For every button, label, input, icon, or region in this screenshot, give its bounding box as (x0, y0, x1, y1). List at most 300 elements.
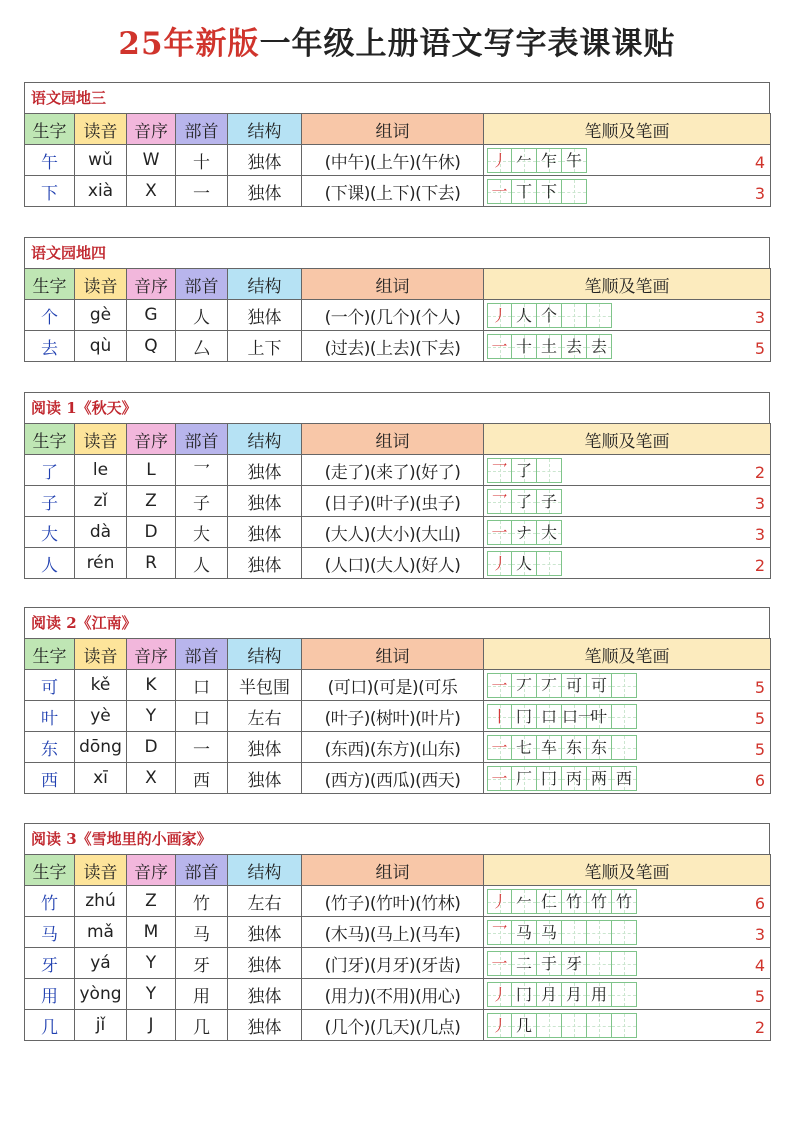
stroke-step: 竹 (615, 892, 632, 911)
words-cell: (用力)(不用)(用心) (302, 979, 484, 1010)
stroke-step: 乛 (491, 461, 508, 480)
header-char: 生字 (25, 855, 75, 886)
stroke-box (562, 766, 587, 791)
character-table (24, 854, 771, 1041)
words-cell: (门牙)(月牙)(牙齿) (302, 948, 484, 979)
stroke-count: 3 (754, 525, 765, 544)
stroke-box (487, 148, 512, 173)
stroke-step: 丿 (491, 151, 508, 170)
stroke-box (512, 1013, 537, 1038)
stroke-box (487, 766, 512, 791)
stroke-grid (487, 334, 612, 359)
stroke-box (587, 303, 612, 328)
header-row (25, 114, 771, 145)
stroke-box (537, 982, 562, 1007)
stroke-box (587, 889, 612, 914)
header-structure: 结构 (228, 114, 302, 145)
header-words: 组词 (302, 269, 484, 300)
character-table (24, 113, 771, 207)
stroke-box (512, 704, 537, 729)
stroke-step: 叶 (590, 707, 607, 726)
header-order: 音序 (127, 114, 176, 145)
pinyin-cell: yá (75, 948, 127, 979)
order-cell: Z (127, 886, 176, 917)
stroke-step: 牙 (565, 954, 582, 973)
stroke-box (512, 303, 537, 328)
section-title: 语文园地四 (24, 237, 770, 268)
stroke-box (587, 735, 612, 760)
order-cell: M (127, 917, 176, 948)
stroke-box (512, 551, 537, 576)
stroke-box (487, 735, 512, 760)
header-row (25, 855, 771, 886)
stroke-step: 丿 (491, 1016, 508, 1035)
stroke-grid (487, 520, 562, 545)
stroke-count: 3 (754, 925, 765, 944)
stroke-step: 冂 (540, 769, 557, 788)
pinyin-cell: le (75, 455, 127, 486)
radical-cell: 十 (176, 145, 228, 176)
stroke-grid (487, 766, 637, 791)
stroke-box (612, 704, 637, 729)
stroke-step: 东 (565, 738, 582, 757)
char-cell: 了 (25, 455, 75, 486)
stroke-count: 5 (754, 709, 765, 728)
stroke-box (512, 673, 537, 698)
stroke-step: 一 (491, 337, 508, 356)
header-radical: 部首 (176, 269, 228, 300)
order-cell: Y (127, 979, 176, 1010)
stroke-count: 2 (754, 1018, 765, 1037)
stroke-box (587, 673, 612, 698)
stroke-box (512, 334, 537, 359)
order-cell: J (127, 1010, 176, 1041)
table-row (25, 670, 771, 701)
lesson-section (24, 237, 770, 362)
stroke-step: 去 (565, 337, 582, 356)
stroke-count: 2 (754, 556, 765, 575)
stroke-box (512, 735, 537, 760)
stroke-box (587, 920, 612, 945)
pinyin-cell: mǎ (75, 917, 127, 948)
stroke-box (537, 920, 562, 945)
structure-cell: 独体 (228, 917, 302, 948)
stroke-count: 4 (754, 153, 765, 172)
stroke-step: 人 (515, 306, 532, 325)
stroke-step: 了 (515, 461, 532, 480)
radical-cell: 一 (176, 732, 228, 763)
stroke-box (512, 982, 537, 1007)
radical-cell: 乛 (176, 455, 228, 486)
order-cell: X (127, 176, 176, 207)
stroke-step: 一 (491, 954, 508, 973)
char-cell: 东 (25, 732, 75, 763)
order-cell: Q (127, 331, 176, 362)
page-title (0, 22, 794, 66)
section-title: 阅读 3《雪地里的小画家》 (24, 823, 770, 854)
stroke-step: 二 (515, 954, 532, 973)
stroke-box (587, 1013, 612, 1038)
pinyin-cell: rén (75, 548, 127, 579)
stroke-step: 丅 (515, 182, 532, 201)
char-cell: 人 (25, 548, 75, 579)
header-strokes: 笔顺及笔画 (484, 114, 771, 145)
header-strokes: 笔顺及笔画 (484, 269, 771, 300)
stroke-order-cell (484, 176, 771, 207)
structure-cell: 左右 (228, 701, 302, 732)
stroke-order-cell (484, 1010, 771, 1041)
stroke-step: 十 (515, 337, 532, 356)
char-cell: 个 (25, 300, 75, 331)
structure-cell: 独体 (228, 948, 302, 979)
radical-cell: 用 (176, 979, 228, 1010)
stroke-step: 乛 (491, 923, 508, 942)
words-cell: (叶子)(树叶)(叶片) (302, 701, 484, 732)
words-cell: (日子)(叶子)(虫子) (302, 486, 484, 517)
header-words: 组词 (302, 639, 484, 670)
char-cell: 叶 (25, 701, 75, 732)
char-cell: 可 (25, 670, 75, 701)
stroke-box (487, 489, 512, 514)
header-strokes: 笔顺及笔画 (484, 424, 771, 455)
stroke-order-cell (484, 670, 771, 701)
stroke-box (512, 489, 537, 514)
stroke-step: 个 (540, 306, 557, 325)
radical-cell: 竹 (176, 886, 228, 917)
stroke-box (512, 520, 537, 545)
stroke-box (512, 458, 537, 483)
pinyin-cell: wǔ (75, 145, 127, 176)
stroke-step: 车 (540, 738, 557, 757)
stroke-box (487, 982, 512, 1007)
words-cell: (可口)(可是)(可乐 (302, 670, 484, 701)
stroke-step: 东 (590, 738, 607, 757)
words-cell: (一个)(几个)(个人) (302, 300, 484, 331)
stroke-step: 用 (590, 985, 607, 1004)
structure-cell: 独体 (228, 979, 302, 1010)
stroke-step: 午 (565, 151, 582, 170)
order-cell: X (127, 763, 176, 794)
stroke-grid (487, 982, 637, 1007)
structure-cell: 独体 (228, 455, 302, 486)
stroke-box (537, 520, 562, 545)
table-row (25, 886, 771, 917)
stroke-step: 厂 (515, 769, 532, 788)
stroke-box (487, 1013, 512, 1038)
stroke-step: 马 (515, 923, 532, 942)
structure-cell: 上下 (228, 331, 302, 362)
stroke-box (512, 148, 537, 173)
pinyin-cell: dōng (75, 732, 127, 763)
stroke-step: 于 (540, 954, 557, 973)
stroke-box (587, 951, 612, 976)
words-cell: (大人)(大小)(大山) (302, 517, 484, 548)
stroke-step: 冂 (515, 985, 532, 1004)
stroke-count: 5 (754, 987, 765, 1006)
lesson-section (24, 82, 770, 207)
header-words: 组词 (302, 114, 484, 145)
stroke-box (487, 458, 512, 483)
stroke-box (562, 704, 595, 729)
stroke-box (562, 889, 587, 914)
char-cell: 去 (25, 331, 75, 362)
stroke-box (537, 334, 562, 359)
structure-cell: 独体 (228, 145, 302, 176)
radical-cell: 西 (176, 763, 228, 794)
stroke-step: 冂 (515, 707, 532, 726)
structure-cell: 独体 (228, 763, 302, 794)
stroke-count: 5 (754, 740, 765, 759)
stroke-box (562, 735, 587, 760)
stroke-order-cell (484, 331, 771, 362)
order-cell: Y (127, 948, 176, 979)
pinyin-cell: xià (75, 176, 127, 207)
stroke-box (587, 766, 612, 791)
header-order: 音序 (127, 639, 176, 670)
stroke-step: 𠂉 (515, 892, 532, 911)
stroke-grid (487, 951, 637, 976)
header-structure: 结构 (228, 855, 302, 886)
stroke-box (537, 951, 562, 976)
stroke-step: 了 (515, 492, 532, 511)
order-cell: K (127, 670, 176, 701)
header-row (25, 639, 771, 670)
stroke-count: 3 (754, 308, 765, 327)
stroke-box (562, 673, 587, 698)
pinyin-cell: xī (75, 763, 127, 794)
structure-cell: 半包围 (228, 670, 302, 701)
stroke-grid (487, 889, 637, 914)
char-cell: 午 (25, 145, 75, 176)
stroke-step: 去 (590, 337, 607, 356)
structure-cell: 独体 (228, 732, 302, 763)
stroke-step: 马 (540, 923, 557, 942)
header-row (25, 424, 771, 455)
stroke-step: 丆 (515, 676, 532, 695)
stroke-box (562, 303, 587, 328)
header-strokes: 笔顺及笔画 (484, 639, 771, 670)
stroke-step: 土 (540, 337, 557, 356)
stroke-box (487, 673, 512, 698)
stroke-step: 可 (590, 676, 607, 695)
stroke-step: 可 (565, 676, 582, 695)
radical-cell: 子 (176, 486, 228, 517)
structure-cell: 独体 (228, 1010, 302, 1041)
stroke-step: 两 (590, 769, 607, 788)
stroke-order-cell (484, 763, 771, 794)
stroke-grid (487, 148, 587, 173)
stroke-box (587, 982, 612, 1007)
table-row (25, 517, 771, 548)
words-cell: (中午)(上午)(午休) (302, 145, 484, 176)
header-order: 音序 (127, 424, 176, 455)
words-cell: (下课)(上下)(下去) (302, 176, 484, 207)
lesson-section (24, 823, 770, 1041)
stroke-grid (487, 458, 562, 483)
stroke-box (612, 920, 637, 945)
stroke-count: 6 (754, 894, 765, 913)
stroke-order-cell (484, 455, 771, 486)
stroke-count: 6 (754, 771, 765, 790)
stroke-step: 一 (491, 676, 508, 695)
pinyin-cell: dà (75, 517, 127, 548)
stroke-box (512, 889, 537, 914)
table-row (25, 486, 771, 517)
stroke-count: 5 (754, 678, 765, 697)
stroke-box (562, 179, 587, 204)
header-radical: 部首 (176, 855, 228, 886)
pinyin-cell: gè (75, 300, 127, 331)
radical-cell: 口 (176, 670, 228, 701)
stroke-step: 乛 (491, 492, 508, 511)
radical-cell: 厶 (176, 331, 228, 362)
radical-cell: 几 (176, 1010, 228, 1041)
stroke-order-cell (484, 517, 771, 548)
stroke-box (487, 303, 512, 328)
stroke-step: 口一 (562, 707, 595, 726)
stroke-step: 丿 (491, 985, 508, 1004)
stroke-box (562, 951, 587, 976)
table-row (25, 145, 771, 176)
stroke-box (612, 951, 637, 976)
stroke-step: 人 (515, 554, 532, 573)
stroke-box (612, 1013, 637, 1038)
stroke-grid (487, 673, 637, 698)
header-radical: 部首 (176, 639, 228, 670)
order-cell: W (127, 145, 176, 176)
stroke-grid (487, 551, 562, 576)
stroke-order-cell (484, 948, 771, 979)
stroke-count: 5 (754, 339, 765, 358)
stroke-count: 2 (754, 463, 765, 482)
stroke-step: 一 (491, 182, 508, 201)
stroke-grid (487, 489, 562, 514)
table-row (25, 331, 771, 362)
header-words: 组词 (302, 855, 484, 886)
pinyin-cell: jǐ (75, 1010, 127, 1041)
words-cell: (竹子)(竹叶)(竹林) (302, 886, 484, 917)
stroke-step: 丿 (491, 554, 508, 573)
stroke-step: 一 (491, 769, 508, 788)
radical-cell: 大 (176, 517, 228, 548)
header-row (25, 269, 771, 300)
header-char: 生字 (25, 269, 75, 300)
stroke-box (537, 303, 562, 328)
stroke-step: 丿 (491, 892, 508, 911)
stroke-box (487, 889, 512, 914)
order-cell: R (127, 548, 176, 579)
stroke-step: 乍 (540, 151, 557, 170)
stroke-count: 4 (754, 956, 765, 975)
stroke-box (537, 889, 562, 914)
stroke-box (562, 920, 587, 945)
section-title: 阅读 2《江南》 (24, 607, 770, 638)
order-cell: D (127, 732, 176, 763)
section-title: 阅读 1《秋天》 (24, 392, 770, 423)
stroke-grid (487, 303, 612, 328)
stroke-grid (487, 704, 637, 729)
character-table (24, 268, 771, 362)
order-cell: L (127, 455, 176, 486)
stroke-box (562, 148, 587, 173)
stroke-box (537, 766, 562, 791)
stroke-box (537, 489, 562, 514)
stroke-box (487, 951, 512, 976)
stroke-box (612, 982, 637, 1007)
words-cell: (几个)(几天)(几点) (302, 1010, 484, 1041)
stroke-box (512, 951, 537, 976)
char-cell: 子 (25, 486, 75, 517)
stroke-box (537, 148, 562, 173)
stroke-order-cell (484, 145, 771, 176)
order-cell: G (127, 300, 176, 331)
stroke-step: 月 (540, 985, 557, 1004)
table-row (25, 1010, 771, 1041)
words-cell: (人口)(大人)(好人) (302, 548, 484, 579)
stroke-order-cell (484, 886, 771, 917)
lesson-section (24, 392, 770, 579)
stroke-order-cell (484, 701, 771, 732)
char-cell: 牙 (25, 948, 75, 979)
table-row (25, 979, 771, 1010)
char-cell: 下 (25, 176, 75, 207)
table-row (25, 548, 771, 579)
stroke-step: 几 (515, 1016, 532, 1035)
structure-cell: 独体 (228, 548, 302, 579)
pinyin-cell: kě (75, 670, 127, 701)
stroke-box (487, 520, 512, 545)
char-cell: 几 (25, 1010, 75, 1041)
header-structure: 结构 (228, 424, 302, 455)
table-row (25, 455, 771, 486)
pinyin-cell: zhú (75, 886, 127, 917)
words-cell: (木马)(马上)(马车) (302, 917, 484, 948)
header-structure: 结构 (228, 269, 302, 300)
char-cell: 西 (25, 763, 75, 794)
order-cell: Y (127, 701, 176, 732)
stroke-step: 西 (615, 769, 632, 788)
char-cell: 竹 (25, 886, 75, 917)
pinyin-cell: qù (75, 331, 127, 362)
header-radical: 部首 (176, 114, 228, 145)
stroke-box (612, 735, 637, 760)
stroke-box (612, 766, 637, 791)
stroke-box (487, 551, 512, 576)
character-table (24, 638, 771, 794)
table-row (25, 701, 771, 732)
stroke-step: 一 (491, 738, 508, 757)
stroke-grid (487, 920, 637, 945)
stroke-box (587, 334, 612, 359)
stroke-box (562, 982, 587, 1007)
stroke-step: 丨 (491, 707, 508, 726)
radical-cell: 人 (176, 548, 228, 579)
lesson-section (24, 607, 770, 794)
stroke-grid (487, 179, 587, 204)
stroke-step: 口 (540, 707, 557, 726)
section-title: 语文园地三 (24, 82, 770, 113)
stroke-order-cell (484, 732, 771, 763)
header-order: 音序 (127, 855, 176, 886)
stroke-box (487, 704, 512, 729)
stroke-box (512, 920, 537, 945)
stroke-step: ナ (515, 523, 532, 542)
stroke-step: 竹 (590, 892, 607, 911)
table-row (25, 948, 771, 979)
stroke-box (537, 673, 562, 698)
structure-cell: 左右 (228, 886, 302, 917)
character-table (24, 423, 771, 579)
